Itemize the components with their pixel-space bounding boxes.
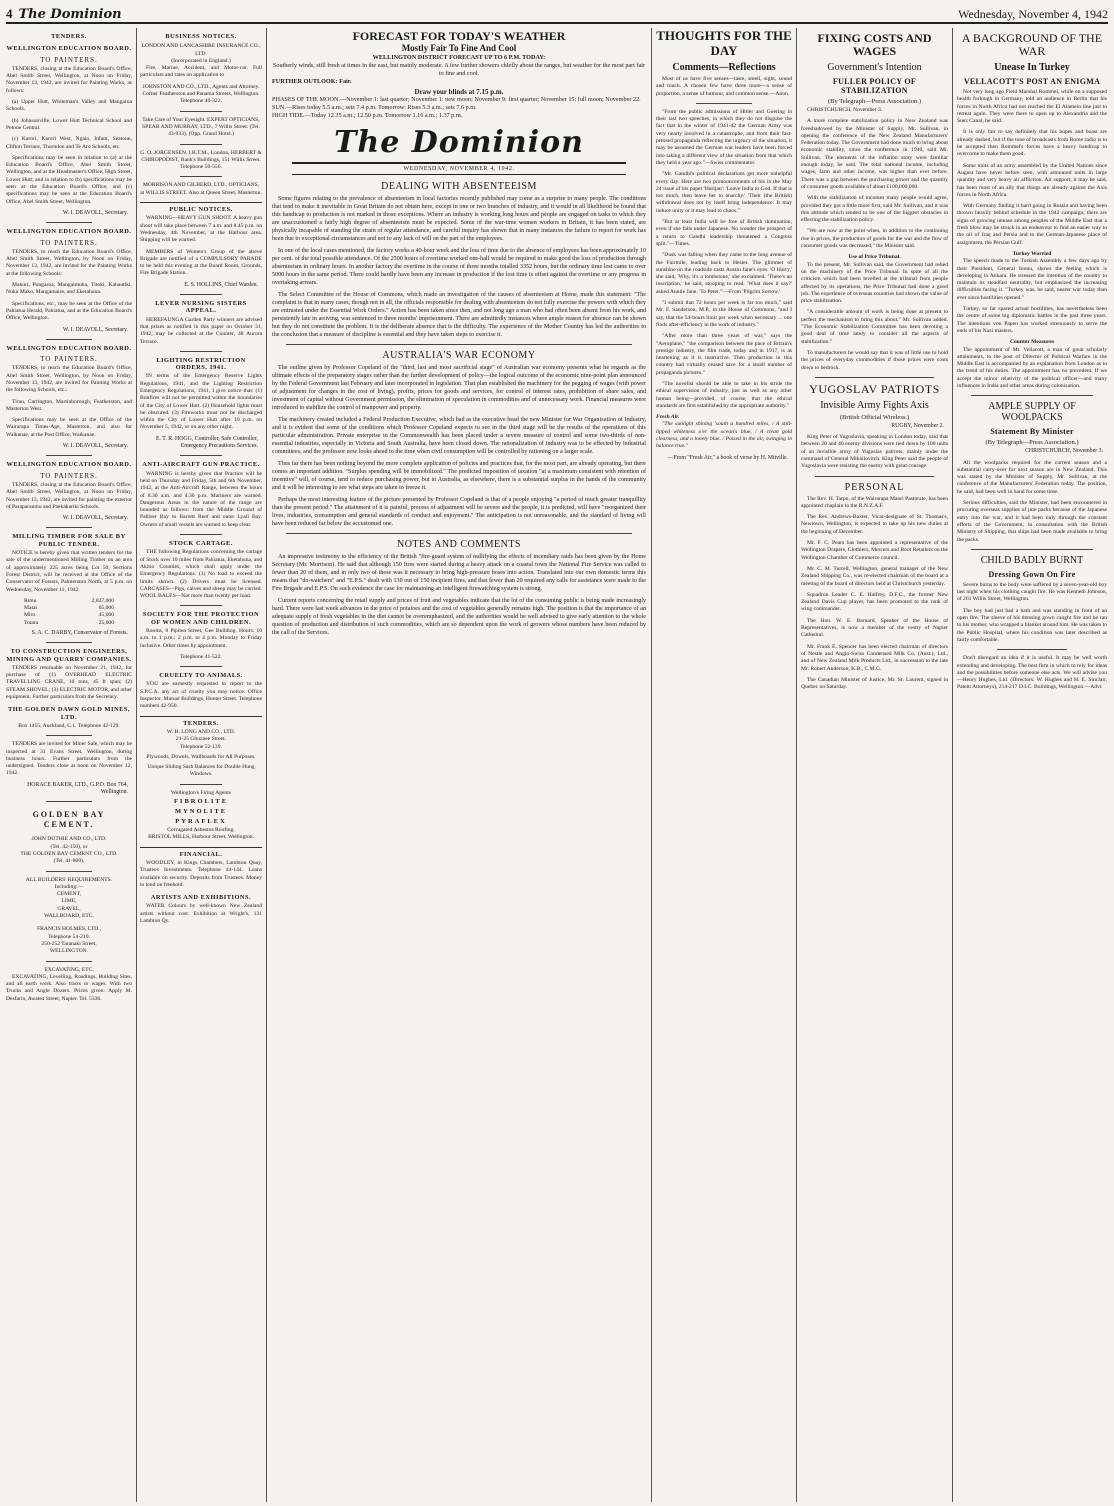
lighting-signature: E. T. R. HOGG, Controller, Safe Controller, Emergency Precautions Services. (155, 435, 258, 450)
agents-item: FIBROLITE (173, 798, 229, 806)
golden-bay-title: GOLDEN BAY CEMENT. (32, 810, 106, 830)
thoughts-paragraph: "Dusk was falling when they came to the long avenue of the Fairmile, leading back to Hester. The glimmer of sunshine on the roadside casts Austin Jane's eyes. 'O Harry,' she said, 'Why, it's a tombstone,' she exclaimed. 'There's an inscription,' he said, stooping to read. 'What does it say?' asked Auntie Jane. 'To Peter.'"—From 'Pilgrim Sorrow.' (656, 252, 792, 295)
columns (6, 28, 1108, 1502)
tenders-title: TENDERS. (140, 716, 262, 727)
tender-board-title: WELLINGTON EDUCATION BOARD. (6, 45, 132, 53)
leader-title: AUSTRALIA'S WAR ECONOMY (382, 350, 536, 361)
divider (46, 735, 92, 736)
lighting-title: LIGHTING RESTRICTION ORDERS, 1941. (156, 356, 246, 372)
yugo-paragraph: King Peter of Yugoslavia, speaking in London today, said that between 20 and 40 enemy divisions were tied down by 100 units of an invisible army of Yugoslav patriots, mainly under the command of General Mihailovitch. King Peter said the people of Yugoslavia were resisting the enemy with great courage. (801, 434, 948, 470)
golden-dawn-title: THE GOLDEN DAWN GOLD MINES, LTD. (8, 706, 130, 721)
forecast-district: WELLINGTON DISTRICT FORECAST UP TO 6 P.M. TODAY: (372, 54, 546, 61)
sun-times: SUN.—Rises today 5.5 a.m.; sets 7.4 p.m. Tomorrow: Rises 5.3 a.m.; sets 7.6 p.m. (272, 104, 477, 111)
species-row: Totara 25,000 (24, 619, 114, 626)
divider (180, 605, 222, 606)
divider (815, 476, 934, 477)
divider (971, 549, 1093, 550)
notes-paragraph: Current reports concerning the retail supply and prices of fruit and vegetables indicate that the lot of the consuming public is being made increasingly hard. There were last week advances in the price of potatoes and the cost of vegetables generally remains high. The position is that the importance of an adequate supply of fresh vegetables in the diet cannot be overemphasized, and the authorities would be well advised to give early attention to the whole question of production and distribution of such commodities, which are so dependent upon the work of growers whose numbers have been reduced by the call of the Services. (272, 598, 646, 636)
lancashire-inc: (Incorporated in England.) (171, 57, 231, 64)
column-thoughts (656, 28, 792, 1502)
francis-telephone: Telephone 54-210. (48, 933, 90, 940)
verse-text: "The sunlight shining 'south a hundred miles, / A still-lipped whiteness o'er the ocean's blue, / A clean gold clearness, and a lonely blue. / Poised in the air, swinging in balance true." (656, 421, 792, 450)
builders-item: LIME, (61, 898, 77, 905)
divider (46, 871, 92, 872)
column-news (801, 28, 948, 1502)
column-rule (136, 28, 137, 1502)
milling-signature: S. A. C. DARBY, Conservator of Forests. (31, 630, 128, 636)
divider (180, 666, 222, 667)
divider (180, 534, 222, 535)
personal-item: The Canadian Minister of Justice, Mr. St. Laurent, signed in Quebec on Saturday. (801, 676, 948, 691)
golden-bay-telephone: (Tel. 41-800). (53, 858, 85, 865)
bg-paragraph: Not very long ago Field Marshal Rommel, while on a supposed health furlough in Germany, told an audience in Berlin that his forces in North Africa had not reached the El Alamein line just to retreat again. They were there to open up to Alexandria and the Suez Canal, he said. (957, 89, 1107, 125)
bg-subhead: Counter Measures (1009, 339, 1055, 346)
agents-text: Corrugated Asbestos Roofing. (167, 827, 235, 834)
thoughts-paragraph: "But at least India will be free of British domination, even if she falls under Japanese. No wonder the prospect of a return to Gandhi leadership threatened a Congress split."—Times. (656, 219, 792, 247)
divider (46, 642, 92, 643)
costs-title: FIXING COSTS AND WAGES (817, 31, 932, 58)
divider (286, 344, 632, 345)
long-address: 21-25 Ghuznee Street. (175, 736, 227, 743)
construction-title: TO CONSTRUCTION ENGINEERS, MINING AND QUARRY COMPANIES. (6, 648, 132, 663)
divider (46, 801, 92, 802)
divider (180, 784, 222, 785)
leader-paragraph: Some figures relating to the prevalence of absenteeism in local factories recently published may come as a surprise to many people. The conditions that tend to make it inevitable in Great Britain do not obtain here, except in one or two branches of industry, and it would in all likelihood be found that this handicap to production is not marked in those exceptions. Where an industry is working long hours and people are engaged on tasks to which they are unaccustomed a fairly high degree of absenteeism must be expected. Some of the war-time women workers in Britain, it has been stated, are physically incapable of standing the strain of regular attendance, and careful inquiry has shown that in many instances the failure to report for work has been due to exceptional circumstances and not to any lack of will on the part of the employees. (272, 196, 646, 242)
bg-paragraph: Turkey, so far spared actual hostilities, has nevertheless been the centre of some big diplomatic battles in the past three years. The intentions von Papen has worked strenuously to serve the ends of his Nazi masters. (957, 306, 1107, 334)
thoughts-paragraph: "The novelist should be able to take in his stride the ethical supervision of industry, just as well as any other human being—provided, of course, that the ethical standards are first established by the appropriate authority." (656, 380, 792, 409)
forecast-outlook: FURTHER OUTLOOK: Fair. (272, 78, 352, 85)
costs-paragraph: With the stabilization of incomes many people would agree, provided they got a little more first, said Mr. Sullivan, and it was this attitude which tended to be one of the biggest obstacles in effecting the stabilization policy. (801, 195, 948, 224)
bg-title: A BACKGROUND OF THE WAR (961, 31, 1103, 58)
tender-specs: Specifications may be seen at the Office of the Wairarapa Times-Age, Masterton, and also for Waikanae, at the Post Office, Waikanae. (6, 417, 132, 438)
cruelty-title: CRUELTY TO ANIMALS. (159, 672, 243, 680)
bg-paragraph: It is only fair to say definitely that his hopes and boast are already dashed, but if the tone of broadcasts from Rome radio is to be accepted then Rommel's forces have a heavy handicap to overcome to make them good. (957, 129, 1107, 158)
society-title: SOCIETY FOR THE PROTECTION OF WOMEN AND CHILDREN. (142, 611, 260, 626)
moon-phases: PHASES OF THE MOON.—November 1: last quarter; November 1: new moon; November 9: first quarter; November 15: full moon; November 22. (272, 96, 641, 103)
personal-item: Squadron Leader C. E. Halfrey, D.F.C., the former New Zealand Davis Cup player, has been promoted to the rank of wing commander. (801, 591, 948, 613)
personal-item: The Hon. W. E. Barnard, Speaker of the House of Representatives, is now a member of the vestry of Napier Cathedral. (801, 617, 948, 639)
nursing-title: LEVER NURSING SISTERS APPEAL. (155, 300, 247, 315)
builders-item: GRAVEL, (57, 905, 81, 912)
thoughts-title: THOUGHTS FOR THE DAY (656, 28, 792, 58)
builders-title: ALL BUILDERS' REQUIREMENTS. (25, 876, 113, 883)
leader-paragraph: The Select Committee of the House of Commons, which made an investigation of the causes of absenteeism at Home, made this statement: "The complaint is that in many cases, though not in all, the officials responsible for dealing with absenteeism do not fully exercise the powers with which they are entrusted under the Essential Work Orders." Action has been taken since then, and not long ago a man who had often been absent from his work, and persistently late in arriving, was sentenced to three months' imprisonment. There are admittedly instances where ample reason for absence can be shown but they do not constitute the problem. It is the deliberate absence that is the difficulty. The experience of the Mother Country has led the authorities to the conclusion that a measure of discipline is essential and they have taken steps to exercise it. (272, 292, 646, 338)
tender-item: (b) Johnsonville, Lower Hutt Technical School and Petone Central. (6, 117, 132, 131)
tender-signature: W. I. DEAVOLL, Secretary. (62, 443, 128, 450)
costs-byline: (By Telegraph—Press Association.) (827, 98, 922, 105)
cruelty-text: YOU are earnestly requested to report to the S.P.C.A. any act of cruelty you may notice. Office Inspector, Mutual Buildings, Hunter Street. Telephone numbers 42-950. (140, 681, 262, 710)
francis-name: FRANCIS HOLMES, LTD., (37, 926, 101, 933)
tender-board-title: WELLINGTON EDUCATION BOARD. (6, 461, 132, 469)
excavating-text: EXCAVATING, Levelling, Roadings, Building Sites, and all earth work. Also tracts or wages. With two Trucks and Angle Dozers. Prices given. Apply M. Desfarin, Awatea Street, Napier. Tel. 5336. (6, 973, 132, 1002)
costs-dateline: CHRISTCHURCH, November 3. (807, 107, 883, 113)
bg-subtitle: Unease In Turkey (994, 62, 1070, 73)
woolpacks-byline: (By Telegraph—Press Association.) (985, 439, 1079, 447)
stock-title: STOCK CARTAGE. (169, 540, 233, 548)
child-title: CHILD BADLY BURNT (980, 554, 1084, 566)
jorgensen-ad: G. O. JORGENSEN, I.R.T.M., London, HERBERT & CHIROPODIST, Bank's Buildings, 151 Willis Street. Telephone 50-556. (140, 149, 262, 171)
tender-text: TENDERS, to reach the Education Board's Office, Abel Smith Street, Wellington, by Noon on Friday, November 13, 1942, are invited for the Painting Works at the following Schools: (6, 248, 132, 277)
golden-bay-telephone: (Tel. 42-150), or (50, 843, 88, 850)
thoughts-paragraph: "From the public admissions of Hitler and Goering in their last two speeches, in which they do not disguise the fact that in the winter of 1941-42 the German Army was very nearly involved in a catastrophe, and from their fast-pressed propaganda reflecting the urgency of the situation, it may be assumed the German war leaders have been forced into taking a different view of the situation from that which they held a year ago."—Swiss commentator. (656, 108, 792, 166)
child-subtitle: Dressing Gown On Fire (988, 569, 1076, 579)
gun-shoot-notice: WARNING—HEAVY GUN SHOOT. A heavy gun shoot will take place between 7 a.m. and 8.45 p.m. on Wednesday, 4th November, at the Harbour area. Shipping will be warned. (140, 215, 262, 244)
bg-paragraph: The appointment of Mr. Vellacott, a man of great scholarly attainments, to the post of Director of Political Warfare in the Middle East is accompanied by an explanation from London as to the trend of his duties. The appointment has no precedent. If we accept the minor relativity of the political officer—and many influences in India and other areas during colonization. (957, 346, 1107, 389)
nameplate: The Dominion (334, 125, 584, 160)
stock-text: THE following Regulations concerning the cartage of Stock over 10 miles from Pahiatua, Eketahuna, and Akitio Counties, which shall apply under the Emergency Regulations. (1) No load to exceed the limits shown. (2) Drivers must be licensed. CARCASES—Pigs, calves and sheep may be carried. WOOL BALES—Not more than twenty per load. (140, 549, 262, 600)
personal-item: Mr. F. C. Pears has been appointed a representative of the Wellington Drapers, Clothiers, Mercers and Boot Retailers on the Wellington Chamber of Commerce council. (801, 540, 948, 561)
leader-paragraph: In one of the local cases mentioned, the factory works a 40-hour week and the loss of time due to the absence of employees has been approximately 10 per cent. of the total possible attendance. Of the 2500 hours of overtime worked one-half would be required to make good the loss of production through absenteeism in ordinary hours. In another factory the overtime in the course of three months totalled 3352 hours, but the ordinary time lost came to over 5000 hours in the same period. There could hardly have been any increase in production if the lost time is offset against the overtime or any progress in overtaking arrears. (272, 248, 646, 286)
agents-item: PYRAFLEX (175, 818, 227, 826)
tender-text: TENDERS, closing at the Education Board's Office, Abel Smith Street, Wellington, at Noon on Friday, November 13, 1942, are invited for painting the exterior of Paraparaumu and Paekakariki Schools. (6, 481, 132, 510)
tender-board-title: WELLINGTON EDUCATION BOARD. (6, 228, 132, 236)
golden-dawn-address: Box 1455, Auckland, C.1. Telephone 42-129. (18, 722, 120, 729)
divider (46, 222, 92, 223)
costs-head2: FULLER POLICY OF STABILIZATION (832, 77, 917, 95)
parade-notice: MEMBERS of Women's Group of the above Brigade are notified of a COMPULSORY PARADE to be held this evening at the Board Room, Grounds, Fire Brigade Station. (140, 248, 262, 277)
divider (46, 961, 92, 962)
milling-title: MILLING TIMBER FOR SALE BY PUBLIC TENDER. (12, 533, 126, 548)
personal-item: The Rev. H. Tarpo, of the Wairarapa Maori Pastorate, has been appointed chaplain to the R.N.Z.A.F. (801, 495, 948, 509)
forecast-title: FORECAST FOR TODAY'S WEATHER (352, 29, 566, 43)
advert-paragraph: Don't disregard an idea if it is useful. It may be well worth extending and developing. The best firm in which to rely for ideas and the possibilities before someone else acts. We will advise you—Henry Hughes, Ltd. (Directors: W. Hughes and H. E. Sinclair, Patent Attorneys), 214-217 D.I.C. Buildings, Wellington.—Advt. (957, 655, 1107, 691)
tender-item: (a) Upper Hutt, Whiteman's Valley and Mangaroa Schools. (6, 99, 132, 113)
tender-item: (c) Karori, Karori West, Ngaio, Infant, Seatoun, Clifton Terrace, Thorndon and Te Aro Schools, etc. (6, 136, 132, 150)
morrison-address: at WILLIS STREET. Also at Queen Street, Masterton. (140, 189, 262, 196)
thoughts-lead: Most of us have five senses—taste, smell, sight, sound and touch. A chosen few have three more—a sense of proportion, a sense of humour, and common sense.—Anon. (656, 76, 792, 97)
notes-paragraph: An impressive testimony to the efficiency of the British "fire-guard system of nullifying the effects of incendiary raids has been given by the Home Secretary (Mr. Morrison). He said that although 150 fires were started during a heavy attack on a coastal town the National Fire Service was called to fewer than 20 of them, and in only two of these was it necessary to bring high-pressure hoses into action. Translated into our own domestic terms this means that "do-watchers" and "E.P.S." dealt with 130 out of 150 incipient fires, and that fewer than 20 required any calls for assistance were made to the Fire Brigade and E.P.S. On such evidence the case for maintaining an intelligent firewatching system is strong. (272, 554, 646, 592)
public-notices-title: PUBLIC NOTICES. (140, 202, 262, 213)
divider (286, 533, 632, 534)
bg-paragraph: With Germany finding it hard going in Russia and having been thrown heavily behind schedule in the 1942 campaign, there are signs of growing unease among peoples of the Middle East that a fresh blow may be struck in an endeavour to find an easier way to the oil of Iraq and Persia and to the German-Japanese place of assignment, the Persian Gulf. (957, 203, 1107, 246)
sliding-text: Unique Sliding Sash Balances for Double Hung Windows. (147, 764, 255, 778)
tender-signature: W. I. DEAVOLL, Secretary. (62, 515, 128, 522)
column-rule (651, 28, 652, 1502)
morrison-name: MORRISON AND GILBERD, LTD., OPTICIANS, (142, 182, 260, 189)
divider (46, 455, 92, 456)
woolpacks-subtitle: Statement By Minister (990, 427, 1074, 437)
financial-title: FINANCIAL. (140, 847, 262, 858)
costs-subhead: Use of Price Tribunal. (848, 254, 901, 261)
lancashire-name: LONDON AND LANCASHIRE INSURANCE CO., LTD. (141, 43, 261, 57)
divider (180, 144, 222, 145)
woolpacks-paragraph: All the woolpacks required for the current season and a substantial carry-over for next season are in New Zealand. This was stated by the Minister of Supply, Mr. Sullivan, at the conference of the Manufacturers' Federation today. The position, he said, had been well in hand for some time. (957, 459, 1107, 495)
leader-title: DEALING WITH ABSENTEEISM (381, 181, 537, 192)
divider (815, 377, 934, 378)
personal-item: The Rev. Andrews-Baxter, Vicar-designate of St. Thomas's, Newtown, Wellington, is expected to take up his new duties at the beginning of December. (801, 514, 948, 535)
tender-specs: Specifications, etc., may be seen at the Office of the Pahiatua Herald, Pahiatua, and at the Education Board's Office, Wellington. (6, 300, 132, 322)
forecast-subtitle: Mostly Fair To Fine And Cool (401, 43, 517, 53)
species-row: Rimu 2,837,000 (24, 597, 114, 604)
builders-item: WALLBOARD, ETC. (44, 913, 94, 920)
yugo-dateline: RUGBY, November 2. (891, 422, 944, 429)
divider (180, 294, 222, 295)
builders-including: Including:— (54, 883, 84, 890)
agents-item: MYNOLITE (174, 808, 228, 816)
personal-item: Mr. Frank E. Spencer has been elected chairman of directors of Nestle and Anglo-Swiss Condensed Milk Co. (Aust.), Ltd., and of New Zealand Milk Products Ltd., in succession to the late Mr. Robert Anderson, K.B., C.M.G. (801, 643, 948, 672)
tender-text: TENDERS, closing at the Education Board's Office, Abel Smith Street, Wellington, at Noon on Friday, November 13, 1942, are invited for Painting Works, as follows: (6, 65, 132, 94)
aa-title: ANTI-AIRCRAFT GUN PRACTICE. (142, 461, 260, 469)
yugo-subtitle: Invisible Army Fights Axis (820, 399, 929, 411)
aa-text: WARNING is hereby given that Practice will be held on Thursday and Friday, 5th and 6th November, 1942, at the Anti-Aircraft Range, between the hours of 8.30 a.m. and 4.30 p.m. Mariners are warned. Dangerous Areas in the nature of the range are bounded as follows: from the Middle Ground of Palliser Bay to Barrett Reef and outer Lyall Bay. Owners of small vessels are warned to keep clear. (140, 470, 262, 528)
society-telephone: Telephone 41-522. (180, 653, 222, 660)
section-title-tenders: TENDERS. (51, 33, 87, 40)
page-number: 4 (6, 6, 13, 21)
species-row: Matai 65,000 (24, 605, 114, 612)
column-rule (796, 28, 797, 1502)
horace-signature: HORACE BAKER, LTD., G.P.O. Box 764, Wellington. (27, 781, 128, 796)
species-row: Miro 45,000 (24, 612, 114, 619)
costs-paragraph: "A considerable amount of work is being done at present to perfect the mechanism to bring this about," Mr. Sullivan added. "The Economic Stabilization Committee has been devoting a good deal of time lately to consider all the aspects of stabilization." (801, 309, 948, 345)
personal-title: PERSONAL (844, 481, 905, 493)
column-tenders (6, 28, 132, 1502)
bg-subhead: Turkey Worried (1012, 250, 1052, 257)
construction-text: TENDERS returnable on November 21, 1942, for purchase of (1) OVERHEAD ELECTRIC TRAVELLING CRANE, 10 tons, 45 ft span; (2) STEAM SHOVEL; (3) ELECTRIC MOTOR, and other equipment. Further particulars from the Secretary. (6, 664, 132, 701)
woolpacks-dateline: CHRISTCHURCH, November 3. (1025, 448, 1103, 455)
blinds-time: Draw your blinds at 7.15 p.m. (414, 88, 504, 96)
eyesight-ad: Take Care of Your Eyesight. EXPERT OPTICIANS, SPEAR AND MURRAY, LTD., 7 Willis Street. (Tel. 43-933), (Opp. Grand Hotel.) (142, 116, 260, 138)
issue-date: Wednesday, November 4, 1942 (958, 7, 1108, 21)
divider (997, 649, 1067, 650)
woolpacks-title: AMPLE SUPPLY OF WOOLPACKS (988, 401, 1076, 424)
bg-paragraph: Some units of an army assembled by the United Nations since August have never before seen, with armoured units in large quantity and very heavy air affliction. Air support, it may be said, has been most of an ally that things are already against the Axis forces in North Africa. (957, 162, 1107, 198)
thoughts-paragraph: "I submit that 72 hours per week is far too much," said Mr. F. Sanderson, M.P., in the House of Commons, "and I say, that the 54-hours limit per week when necessary ... one finds after-efficiency in the work of industry." (656, 300, 792, 328)
lancashire-lines: Fire, Marine, Accident, and Motor-car. Full particulars and rates on application to (140, 65, 262, 79)
parade-signature: E. S. HOLLINS, Chief Warden. (184, 281, 258, 288)
notes-title: NOTES AND COMMENTS (396, 539, 521, 550)
plywoods-text: Plywoods, Dowels, Wallboards for All Purposes. (146, 753, 256, 760)
divider (46, 339, 92, 340)
tender-signature: W. I. DEAVOLL, Secretary. (62, 209, 128, 216)
tender-text: TENDERS, to reach the Education Board's Office, Abel Smith Street, Wellington, by Noon on Friday, November 13, 1942, are invited for Painting Works at the following Schools, etc.: (6, 365, 132, 394)
tender-heading: TO PAINTERS. (40, 355, 98, 364)
costs-paragraph: To manufacturers he would say that it was of little use to hold the prices of everyday commodities if those prices were costs down to bedrock. (801, 349, 948, 371)
artists-title: ARTISTS AND EXHIBITIONS. (150, 894, 252, 902)
divider (696, 103, 752, 104)
child-paragraph: The boy had just had a bath and was standing in front of an open fire. The sleeve of his dressing gown caught fire and he ran to his mother, who wrapped a blanket around him. He was taken to the Public Hospital, where his condition was later described as fairly comfortable. (957, 607, 1107, 643)
horace-text: TENDERS are invited for Miner Sale, which may be inspected at 31 Evans Street, Wellington, during business hours. Further particulars from the undersigned. Tenders close at noon on November 12, 1942. (6, 741, 132, 777)
column-editorial (272, 28, 646, 1502)
tender-board-title: WELLINGTON EDUCATION BOARD. (6, 344, 132, 352)
milling-species-table (24, 598, 114, 627)
costs-paragraph: To the present, Mr. Sullivan said, the Government had relied on the machinery of the Price Tribunal. In spite of all the criticism which had been levelled at the tribunal from people affected by its operations, the Price Tribunal had done a good job. The experience of overseas countries had shown the value of price stabilization. (801, 261, 948, 305)
personal-item: Mr. C. M. Turrell, Wellington, general manager of the New Zealand Shipping Co., was re-elected chairman of the board at a meeting of the board of directors held at Christchurch yesterday. (801, 565, 948, 587)
yugo-byline: (British Official Wireless.) (839, 413, 910, 421)
thoughts-paragraph: "Mr. Gandhi's political declarations get more unhelpful every day. Here are two pronouncements of his in the May 24 issue of his paper 'Harijan': 'Leave India to God. If that is too much, then leave her to anarchy.' 'Their (the British) withdrawal does not by itself bring independence. It may induce unity or it may lead to chaos.'" (656, 171, 792, 214)
yugo-title: YUGOSLAV PATRIOTS (809, 381, 940, 396)
costs-paragraph: "We are now at the point when, in addition to the continuing rise in prices, the production of goods for the war and the flow of consumer goods was decreased," the Minister said. (801, 228, 948, 250)
column-background (957, 28, 1107, 1502)
agents-name: BRISTOL MILLS, Harbour Street, Wellington. (148, 834, 254, 841)
divider (971, 395, 1093, 396)
thoughts-subtitle: Comments—Reflections (672, 62, 776, 73)
bg-head2: VELLACOTT'S POST AN ENIGMA (963, 77, 1101, 86)
paper-name: The Dominion (18, 7, 122, 22)
golden-bay-agent: THE GOLDEN BAY CEMENT CO., LTD. (20, 850, 118, 857)
costs-paragraph: A more complete stabilization policy in New Zealand was foreshadowed by the Minister of Supply, Mr. Sullivan, in opening the conference of the New Zealand Manufacturers' Federation today. The Government had done much to bring about economic stability, since the conference in 1940, said Mr. Sullivan. The elements of the inflation story were familiar enough today, he said. The total national income, including wages, farm and other income, was higher than ever before. There was a gap between the purchasing power and the quantity of consumer goods available of about £100,000,000. (801, 118, 948, 190)
divider (180, 455, 222, 456)
bg-paragraph: The speech made to the Turkish Assembly a few days ago by their President, General Inonu, shows the feeling which is developing in Ankara. He stressed the intention of the country to maintain its steadfast neutrality, but emphasized the increasing difficulties facing it. "Turkey was, he said, nearer war today than ever since hostilities opened." (957, 258, 1107, 301)
woolpacks-paragraph: Serious difficulties, said the Minister, had been encountered in procuring overseas supplies of jute packs because of the Japanese entry into the war, and it had been only through the constant efforts of the Government, in consultation with the British Ministry of Shipping, that ships had been made available to bring the packs. (957, 500, 1107, 543)
artists-text: WATER Colours by well-known New Zealand artists without cost. Exhibition at Wright's, 131 Lambton Qy. (140, 903, 262, 925)
divider (46, 527, 92, 528)
financial-text: WOODLEY, in Kings Chambers, Lambton Quay, Trustees Investments. Telephone 44-144. Loans available on security. Deposits from Trustees. Money to lend on freehold. (140, 859, 262, 888)
column-rule (266, 28, 267, 1502)
column-rule (952, 28, 953, 1502)
builders-item: CEMENT, (57, 891, 81, 898)
leader-paragraph: Thus far there has been nothing beyond the more complete application of policies and practices that, for the most part, are already operating, but there comes an important addition. "Surplus spending will be immobilized." The predicted imposition of taxation "at a maximum consistent with retention of incentive" will, of course, tend to reduce purchasing power, but in Australia, as elsewhere, there is a substantial surplus in the hands of the community and it will be interesting to see what steps are taken to freeze it. (272, 461, 646, 491)
forecast-detail: Southerly winds, still fresh at times in the east, but mainly moderate. A few further showers chiefly about the ranges, but weather for the most part fair to fine and cool. (272, 62, 646, 77)
society-text: Rooms, 8 Pipitea Street, Gee Building. Hours: 10 a.m. to 1 p.m.; 2 p.m. to 4 p.m. Monday to Friday inclusive. Other times by appointment. (140, 628, 262, 649)
tender-item: Tirau, Carrington, Martinborough, Featherston, and Masterton West. (6, 398, 132, 412)
excavating-title: EXCAVATING, ETC. (44, 966, 94, 973)
francis-address: 250-252 Taranaki Street, (41, 940, 97, 947)
child-paragraph: Severe burns to the body were suffered by a seven-year-old boy last night when his clothing caught fire. He was Kenneth Johnson, of 261 Willis Street, Wellington. (957, 581, 1107, 603)
costs-subtitle: Government's Intention (827, 62, 922, 73)
leader-paragraph: The machinery created included a Federal Production Executive, which had as the executive head the new Minister for War Organization of Industry, and it is evident that some of the conditions which Professor Copeland expects to see in the third stage will be the results of the operations of this particular administration. Private enterprise in the Commonwealth has been placed under a severe measure of control and some two-thirds of non-essential industries, especially in Victoria and South Australia, have been closed down. The rationalization of industry was to be effected by industrial committees, and the professor now looks ahead to the time when civil consumption will be controlled by rationing on a larger scale. (272, 417, 646, 455)
lancashire-address: Corner Featherston and Panama Streets, Wellington. Telephone 40-322. (142, 91, 260, 105)
divider (180, 111, 222, 112)
tender-signature: W. I. DEAVOLL, Secretary. (62, 326, 128, 333)
column-notices (140, 28, 262, 1502)
long-telephone: Telephone 52-139. (180, 743, 222, 750)
thoughts-paragraph: "After more than three years of war," says the "Aeroplane," "the comparison between the pace of Britain's prestige industry, the film trade, today and in 1917, is as heartening as it is instructive. Then production in this country had virtually ceased save for a small number of propaganda pictures." (656, 333, 792, 376)
nursing-text: HEREFAUNGA Garden Party winners are advised that prizes as notified in this paper on October 31, 1942, may be collected at the Counter, 48 Aurora Terrace. (140, 316, 262, 345)
masthead (6, 2, 1108, 24)
tender-specs: Specifications may be seen in relation to (a) at the Education Board's Office, Abel Smith Street, Wellington, and at the Headmaster's Office, High Street, Lower Hutt; and in relation to (b) specifications may be seen at the Education Board's Office; and (c) specifications may be seen at the Education Board's Office, Abel Smith Street, Wellington. (6, 154, 132, 205)
agents-title: Wellington's Firing Agents (171, 789, 231, 796)
tender-item: Makuri, Pongaroa, Mangaimuka, Titoki, Kahautiki, Nuku Mako, Mangamaire, and Eketahuna. (6, 282, 132, 296)
tender-heading: TO PAINTERS. (40, 55, 98, 64)
tender-heading: TO PAINTERS. (40, 471, 98, 480)
verse-title: Fresh Air. (656, 414, 680, 421)
long-name: W. H. LONG AND CO., LTD. (166, 728, 236, 735)
business-notices-title: BUSINESS NOTICES. (165, 33, 237, 40)
leader-paragraph: Perhaps the most interesting feature of the picture presented by Professor Copeland is that of a people enjoying "a period of much greater tranquillity than the present period." The attainment of it is painful, process of adjustment will be severe and the people, it is predicted, will have "reorganized their lives, industries, consumption and general standards of conduct and enjoyment." The anticipation is not unreasonable, and the standard of living will have been reduced far below the accustomed one. (272, 497, 646, 527)
leader-paragraph: The outline given by Professor Copeland of the "third, last and most sacrificial stage" of Australian war economy presents what he regards as the ultimate effects of the preparatory stages rather than the further development of policy—the logical outcome of the economic nine-point plan announced by the Federal Government last February and later incorporated in legislation. That plan established the machinery for the pegging of wages (with power of adjustment for changes in the cost of living), profits, prices for goods and services, for control of interest rates, prohibition of share sales, and investment of capital without Government permission, the elimination of speculation in commodities and of unnecessary work. Financial measures were introduced to stabilize the control of manpower and property. (272, 365, 646, 411)
golden-bay-agent: JOHN DUTHIE AND CO., LTD. (31, 836, 107, 843)
lighting-text: IN terms of the Emergency Reserve Lights Regulations, 1941, and the Lighting Restriction Emergency Regulations, 1941, I give notice that: (1) Bonfires will not be permitted within the boundaries of the City of Lower Hutt. (2) Household lights must be obscured. (3) Fireworks must not be discharged within the City of Lower Hutt after 10 p.m. on November 5, 1942, or on any other night. (140, 373, 262, 431)
tide-times: HIGH TIDE.—Today 12.35 a.m.; 12.50 p.m. Tomorrow 1.16 a.m.; 1.37 p.m. (272, 112, 463, 119)
lancashire-agent: JOHNSTON AND CO., LTD., Agents and Attorney. (142, 83, 260, 90)
milling-text: NOTICE is hereby given that written tenders for the sale of the undermentioned Milling Timber on an area of approximately 225 acres being Lot 50, Sections Forest District, will be received at the Office of the Conservator of Forests, Palmerston North, at 5 p.m. on Wednesday, November 11, 1942. (6, 550, 132, 593)
divider (180, 351, 222, 352)
tender-heading: TO PAINTERS. (40, 238, 98, 247)
francis-city: WELLINGTON. (49, 948, 89, 955)
verse-source: —From "Fresh Air," a book of verse by H. Mitville. (667, 454, 788, 461)
divider (180, 176, 222, 177)
editorial-dateline: WEDNESDAY, NOVEMBER 4, 1942. (292, 162, 626, 175)
